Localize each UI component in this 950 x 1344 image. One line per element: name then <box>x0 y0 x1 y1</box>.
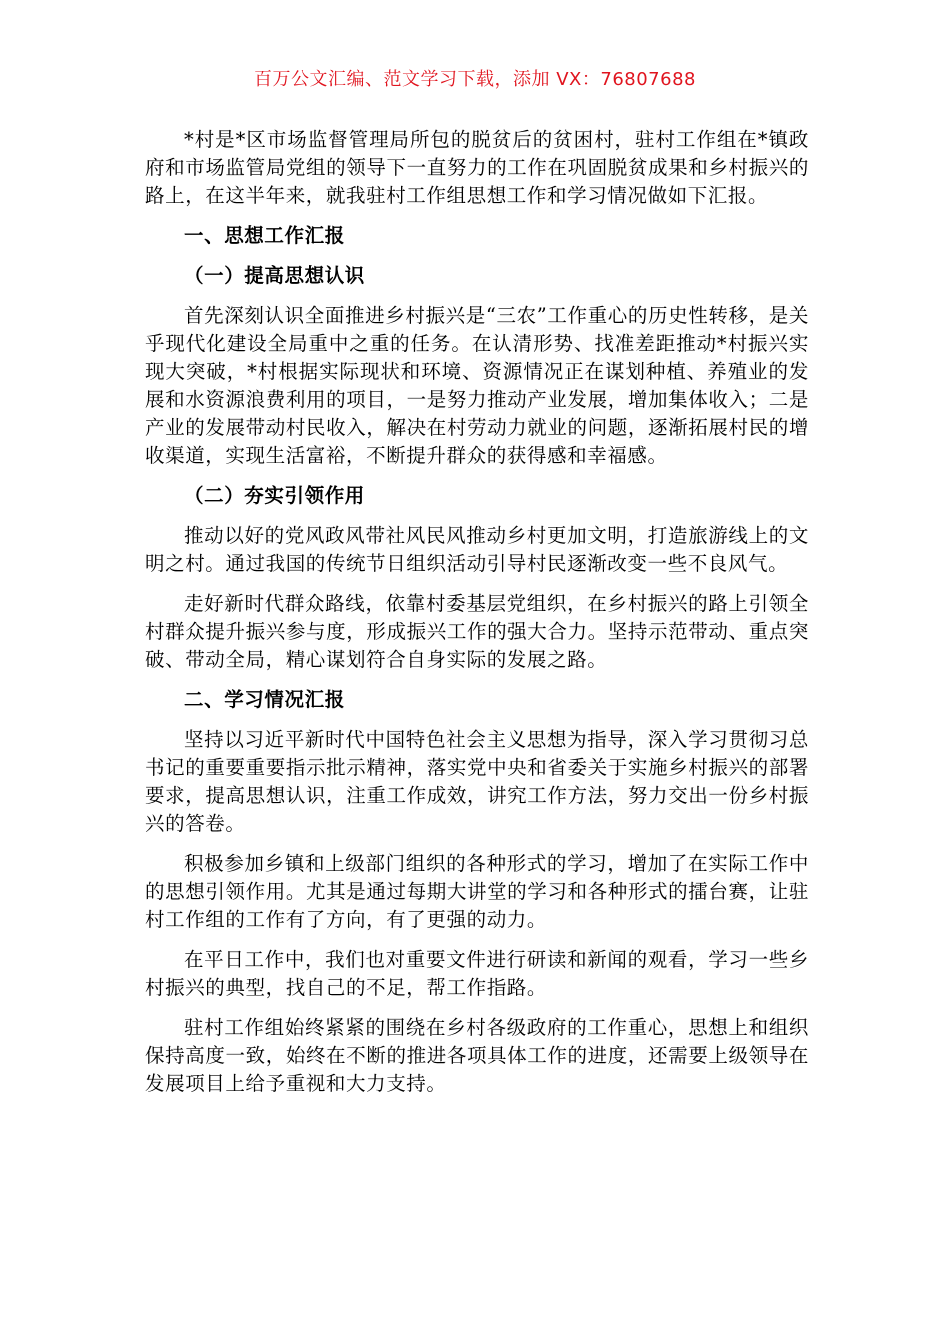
body-paragraph: 坚持以习近平新时代中国特色社会主义思想为指导，深入学习贯彻习总书记的重要重要指示批示精神，落实党中央和省委关于实施乡村振兴的部署要求，提高思想认识，注重工作成效，讲究工作方法，努力交出一份乡村振兴的答卷。 <box>145 728 809 835</box>
section-heading-thought-work: 一、思想工作汇报 <box>184 224 345 247</box>
section-heading-study: 二、学习情况汇报 <box>184 688 345 711</box>
promo-banner: 百万公文汇编、范文学习下载，添加 VX：76807688 <box>254 69 696 90</box>
subheading-leading-role: （二）夯实引领作用 <box>184 484 365 507</box>
body-paragraph: 驻村工作组始终紧紧的围绕在乡村各级政府的工作重心，思想上和组织保持高度一致，始终在不断的推进各项具体工作的进度，还需要上级领导在发展项目上给予重视和大力支持。 <box>145 1016 809 1095</box>
intro-paragraph: *村是*区市场监督管理局所包的脱贫后的贫困村，驻村工作组在*镇政府和市场监管局党组的领导下一直努力的工作在巩固脱贫成果和乡村振兴的路上，在这半年来，就我驻村工作组思想工作和学习情况做如下汇报。 <box>145 128 809 207</box>
document-body <box>145 126 809 1110</box>
subheading-raise-awareness: （一）提高思想认识 <box>184 264 365 287</box>
body-paragraph: 推动以好的党风政风带社风民风推动乡村更加文明，打造旅游线上的文明之村。通过我国的传统节日组织活动引导村民逐渐改变一些不良风气。 <box>145 524 809 575</box>
body-paragraph: 首先深刻认识全面推进乡村振兴是“三农”工作重心的历史性转移，是关乎现代化建设全局重中之重的任务。在认清形势、找准差距推动*村振兴实现大突破，*村根据实际现状和环境、资源情况正在谋划种植、养殖业的发展和水资源浪费利用的项目，一是努力推动产业发展，增加集体收入；二是产业的发展带动村民收入，解决在村劳动力就业的问题，逐渐拓展村民的增收渠道，实现生活富裕，不断提升群众的获得感和幸福感。 <box>145 304 809 467</box>
body-paragraph: 走好新时代群众路线，依靠村委基层党组织，在乡村振兴的路上引领全村群众提升振兴参与度，形成振兴工作的强大合力。坚持示范带动、重点突破、带动全局，精心谋划符合自身实际的发展之路。 <box>145 592 809 671</box>
body-paragraph: 在平日工作中，我们也对重要文件进行研读和新闻的观看，学习一些乡村振兴的典型，找自己的不足，帮工作指路。 <box>145 948 809 999</box>
body-paragraph: 积极参加乡镇和上级部门组织的各种形式的学习，增加了在实际工作中的思想引领作用。尤其是通过每期大讲堂的学习和各种形式的擂台赛，让驻村工作组的工作有了方向，有了更强的动力。 <box>145 852 809 931</box>
